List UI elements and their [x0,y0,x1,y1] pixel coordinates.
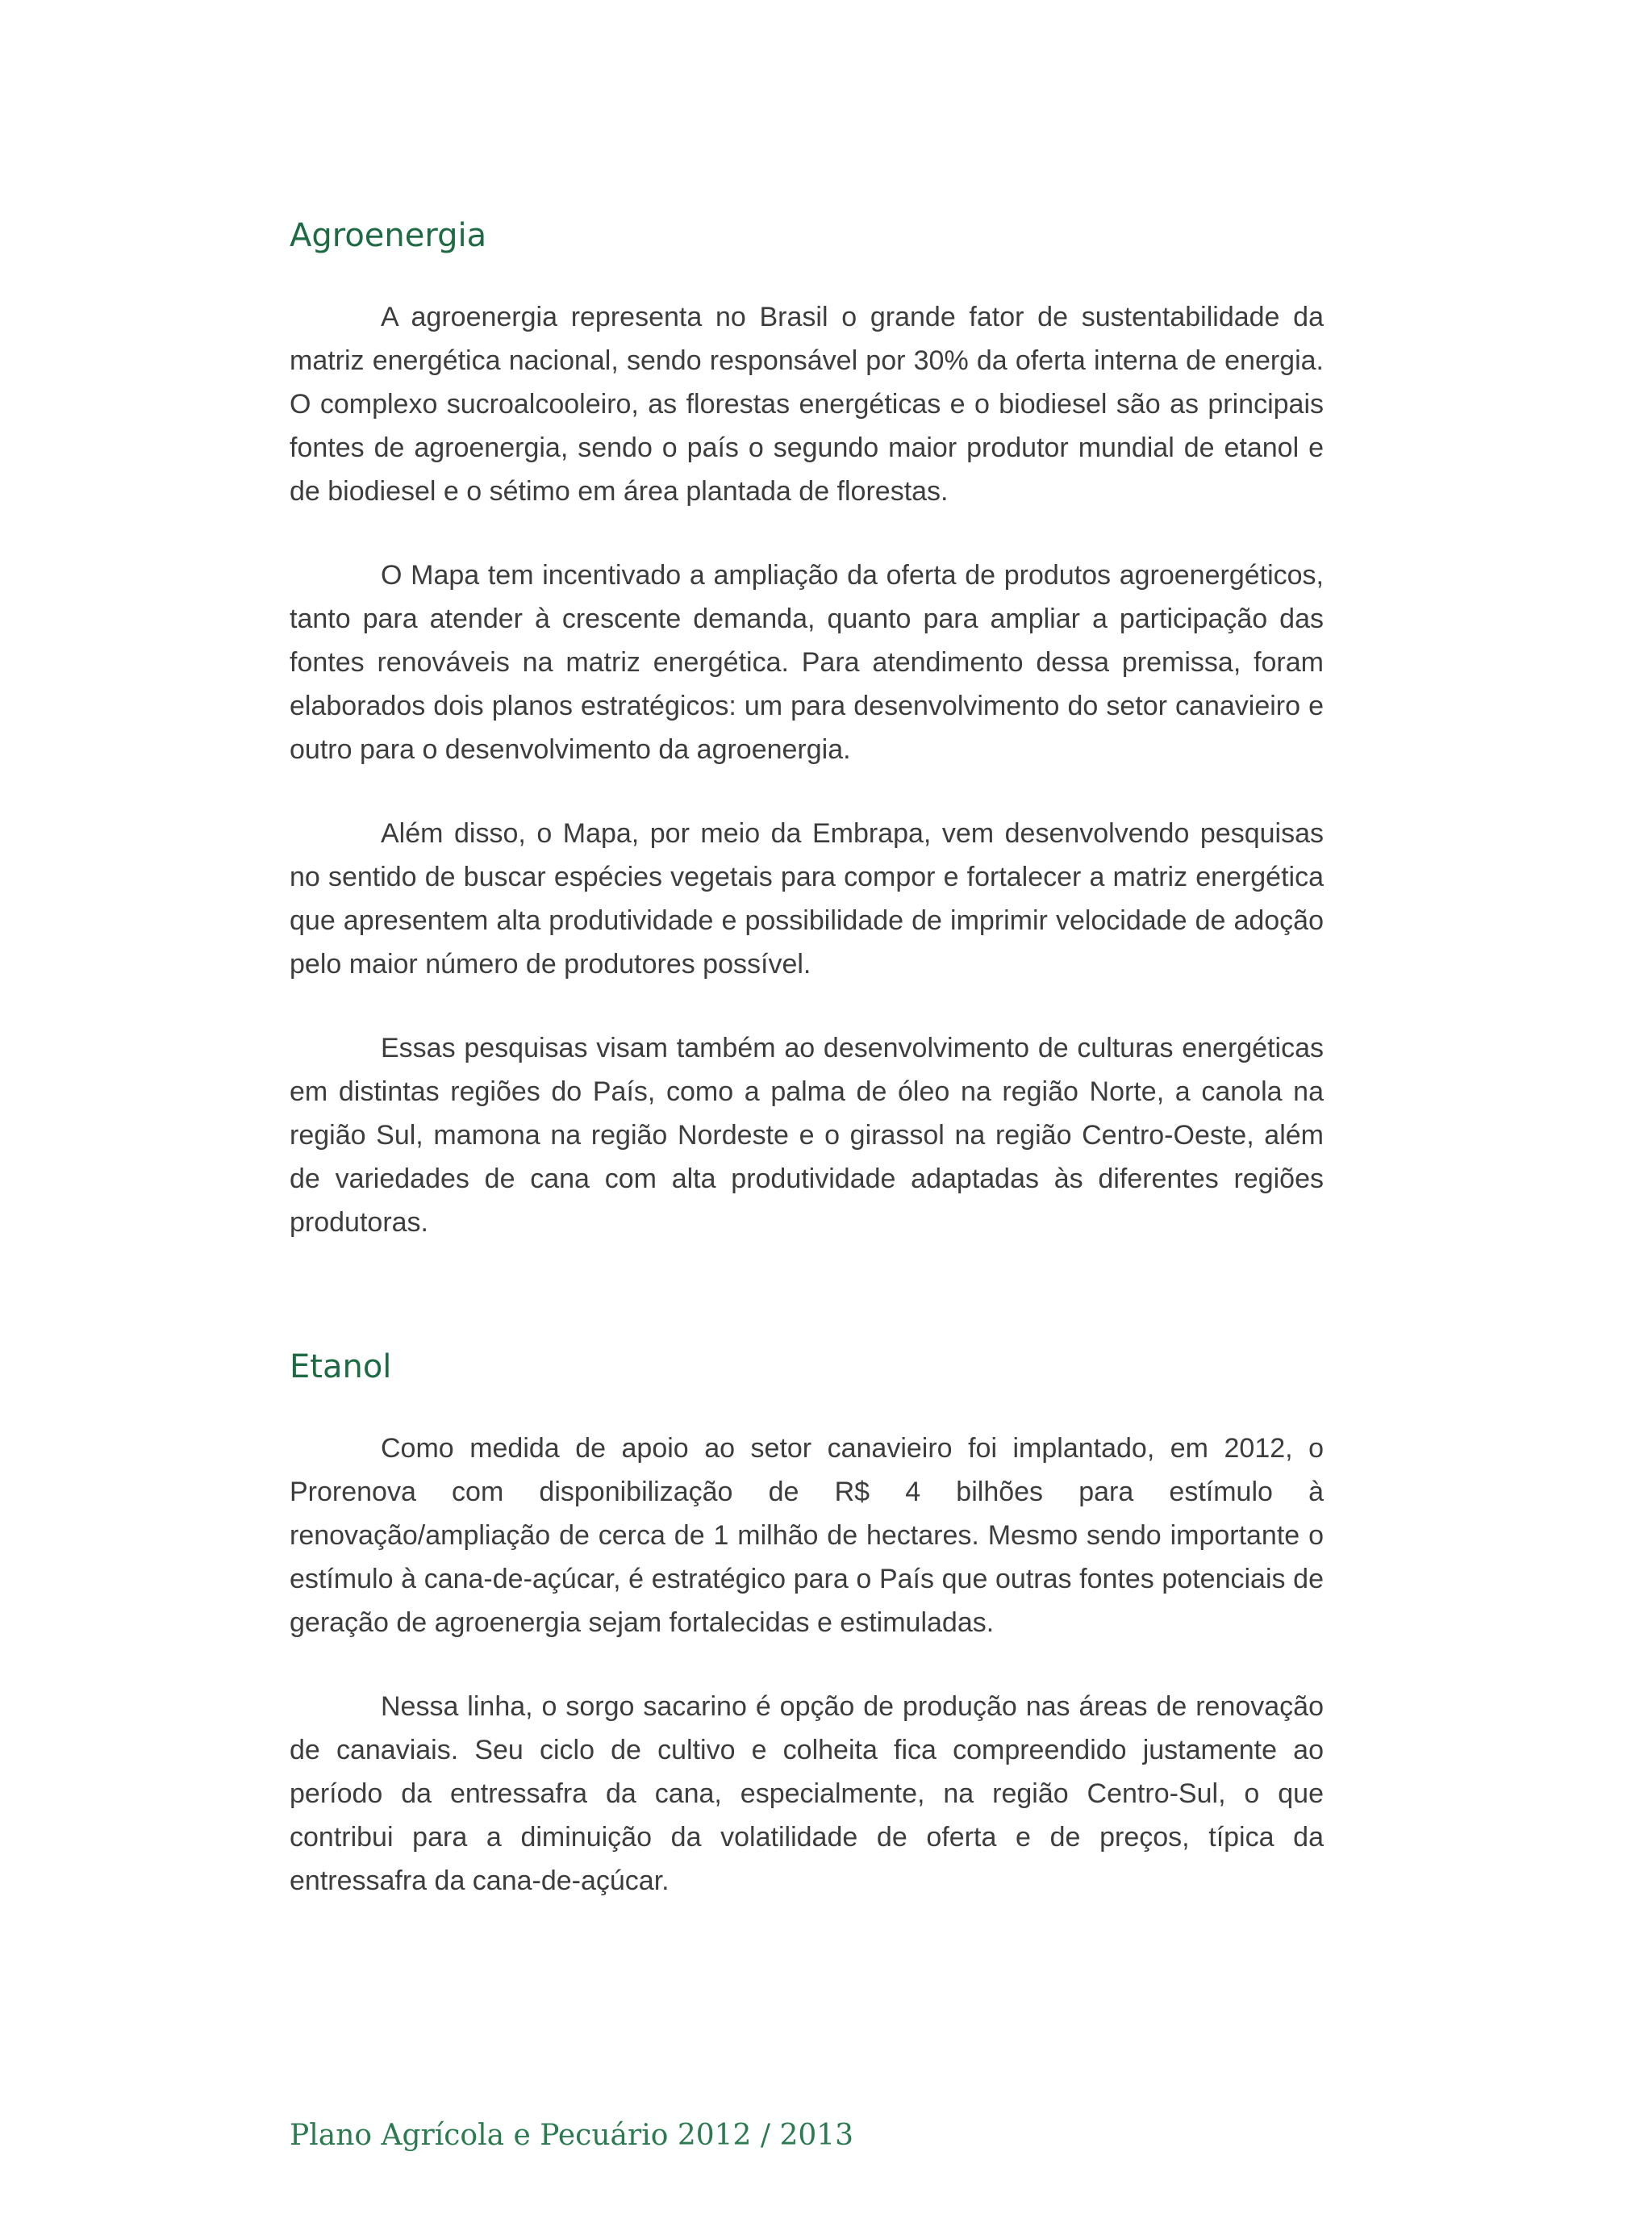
paragraph: Nessa linha, o sorgo sacarino é opção de produção nas áreas de renovação de canaviais. Seu ciclo de cultivo e colheita fica compreendido justamente ao período da entressafra da cana, especialmente, na região Centro-Sul, o que contribui para a diminuição da volatilidade de oferta e de preços, típica da entressafra da cana-de-açúcar. [290,1691,1324,1896]
page-footer: Plano Agrícola e Pecuário 2012 / 2013 [290,2119,854,2152]
paragraph: O Mapa tem incentivado a ampliação da oferta de produtos agroenergéticos, tanto para atender à crescente demanda, quanto para ampliar a participação das fontes renováveis na matriz energética. Para atendimento dessa premissa, foram elaborados dois planos estratégicos: um para desenvolvimento do setor canavieiro e outro para o desenvolvimento da agroenergia. [290,560,1324,765]
section-title-etanol: Etanol [290,1348,392,1385]
paragraph: Como medida de apoio ao setor canavieiro foi implantado, em 2012, o Prorenova com disponibilização de R$ 4 bilhões para estímulo à renovação/ampliação de cerca de 1 milhão de hectares. Mesmo sendo importante o estímulo à cana-de-açúcar, é estratégico para o País que outras fontes potenciais de geração de agroenergia sejam fortalecidas e estimuladas. [290,1433,1324,1638]
section-title-agroenergia: Agroenergia [290,217,487,254]
document-content [290,211,1324,1903]
paragraph: Essas pesquisas visam também ao desenvolvimento de culturas energéticas em distintas regiões do País, como a palma de óleo na região Norte, a canola na região Sul, mamona na região Nordeste e o girassol na região Centro-Oeste, além de variedades de cana com alta produtividade adaptadas às diferentes regiões produtoras. [290,1033,1324,1238]
paragraph: Além disso, o Mapa, por meio da Embrapa, vem desenvolvendo pesquisas no sentido de buscar espécies vegetais para compor e fortalecer a matriz energética que apresentem alta produtividade e possibilidade de imprimir velocidade de adoção pelo maior número de produtores possível. [290,818,1324,980]
paragraph: A agroenergia representa no Brasil o grande fator de sustentabilidade da matriz energética nacional, sendo responsável por 30% da oferta interna de energia. O complexo sucroalcooleiro, as florestas energéticas e o biodiesel são as principais fontes de agroenergia, sendo o país o segundo maior produtor mundial de etanol e de biodiesel e o sétimo em área plantada de florestas. [290,302,1324,507]
